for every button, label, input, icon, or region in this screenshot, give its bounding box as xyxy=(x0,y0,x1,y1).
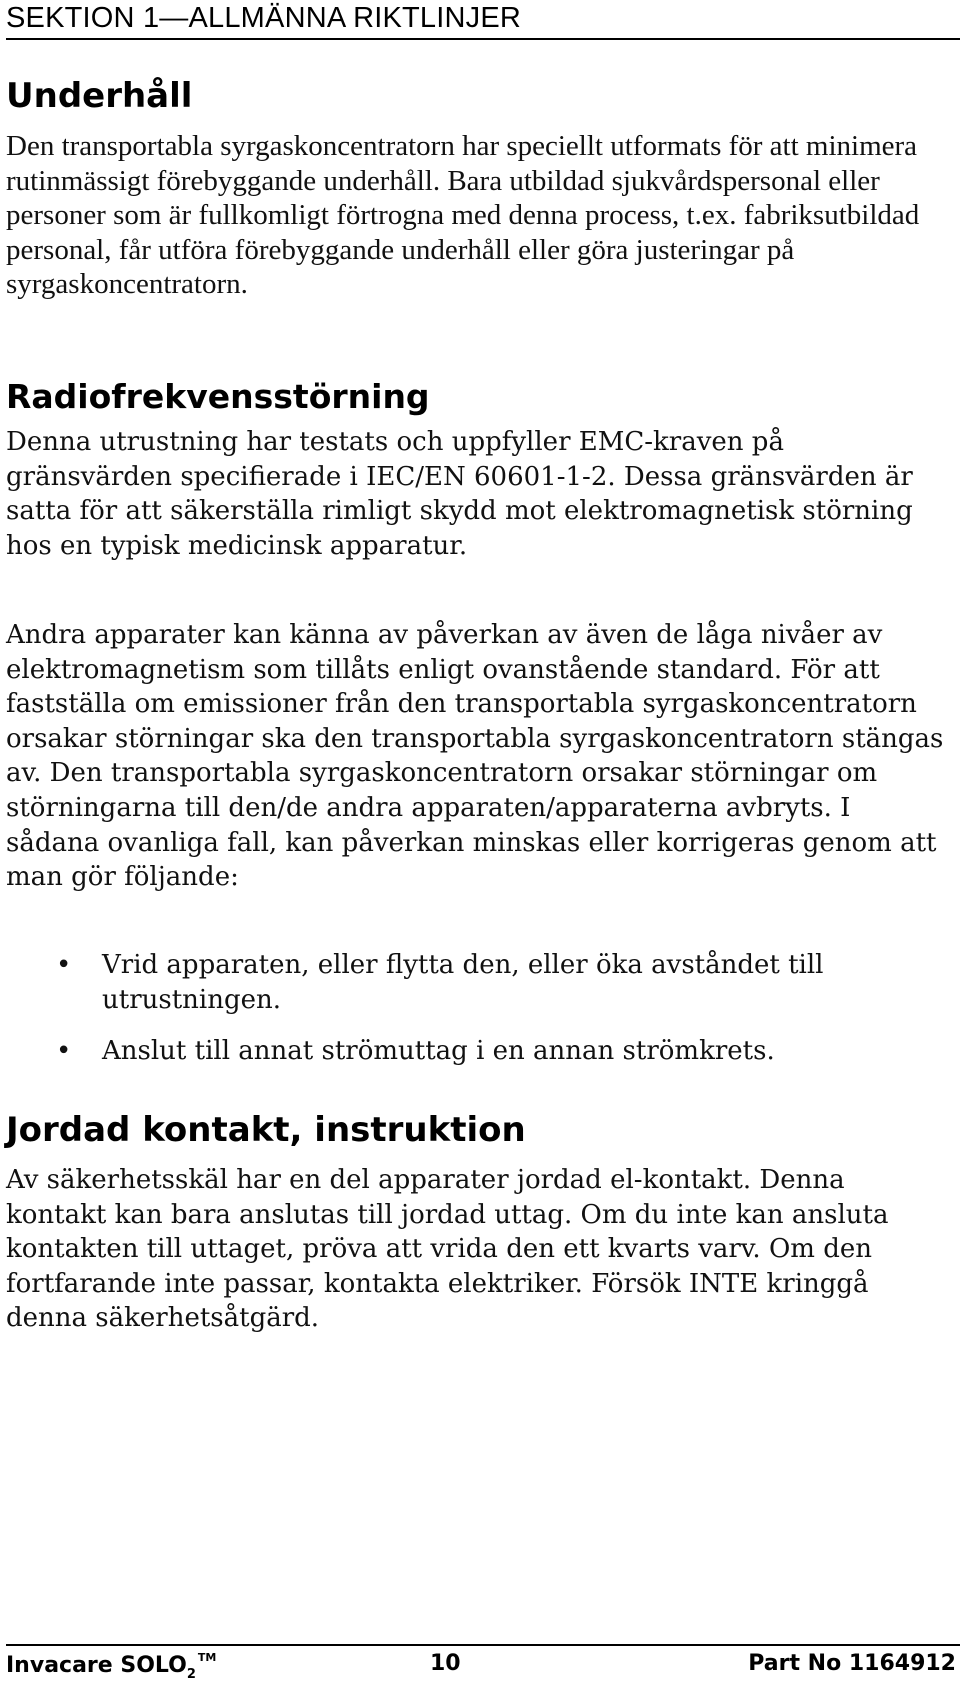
header-divider xyxy=(6,38,960,40)
bullet-list xyxy=(6,948,951,1086)
bullet-icon: • xyxy=(56,950,72,980)
list-item xyxy=(6,948,951,1017)
paragraph-radio-2: Andra apparater kan känna av påverkan av även de låga nivåer av elektromagnetism som tillåts enligt ovanstående standard. För att fastställa om emissioner från den transportabla syrgaskoncentratorn orsakar störningar ska den transportabla syrgaskoncentratorn stängas av. Den transportabla syrgaskoncentratorn orsakar störningar om störningarna till den/de andra apparaten/apparaterna avbryts. I sådana ovanliga fall, kan påverkan minskas eller korrigeras genom att man gör följande: xyxy=(6,620,944,893)
list-item xyxy=(6,1034,951,1069)
footer-divider xyxy=(6,1644,960,1646)
brand-subscript: 2 xyxy=(186,1667,196,1682)
heading-jordad-kontakt: Jordad kontakt, instruktion xyxy=(6,1110,526,1150)
paragraph-underhall: Den transportabla syrgaskoncentratorn har speciellt utformats för att minimera rutinmässigt förebyggande underhåll. Bara utbildad sjukvårdspersonal eller personer som är fullkomligt förtrogna med denna process, t.ex. fabriksutbildad personal, får utföra förebyggande underhåll eller göra justeringar på syrgaskoncentratorn. xyxy=(6,130,920,301)
heading-underhall: Underhåll xyxy=(6,76,193,116)
paragraph-radio-1: Denna utrustning har testats och uppfyller EMC-kraven på gränsvärden specifierade i IEC/EN 60601-1-2. Dessa gränsvärden är satta för att säkerställa rimligt skydd mot elektromagnetisk störning hos en typisk medicinsk apparatur. xyxy=(6,427,913,561)
page-number: 10 xyxy=(430,1651,461,1676)
part-number: Part No 1164912 xyxy=(748,1651,956,1676)
list-item-text: Vrid apparaten, eller flytta den, eller öka avståndet till utrustningen. xyxy=(102,950,824,1015)
trademark-symbol: TM xyxy=(197,1651,217,1664)
paragraph-jordad: Av säkerhetsskäl har en del apparater jordad el-kontakt. Denna kontakt kan bara anslutas till jordad uttag. Om du inte kan ansluta kontakten till uttaget, pröva att vrida den ett kvarts varv. Om den fortfarande inte passar, kontakta elektriker. Försök INTE kringgå denna säkerhetsåtgärd. xyxy=(6,1165,889,1334)
list-item-text: Anslut till annat strömuttag i en annan strömkrets. xyxy=(102,1036,775,1067)
brand-name: Invacare SOLO xyxy=(6,1653,187,1678)
footer-brand xyxy=(6,1651,216,1682)
heading-radiofrekvensstorning: Radiofrekvensstörning xyxy=(6,377,430,416)
section-header: SEKTION 1—ALLMÄNNA RIKTLINJER xyxy=(6,2,522,34)
bullet-icon: • xyxy=(56,1036,72,1067)
